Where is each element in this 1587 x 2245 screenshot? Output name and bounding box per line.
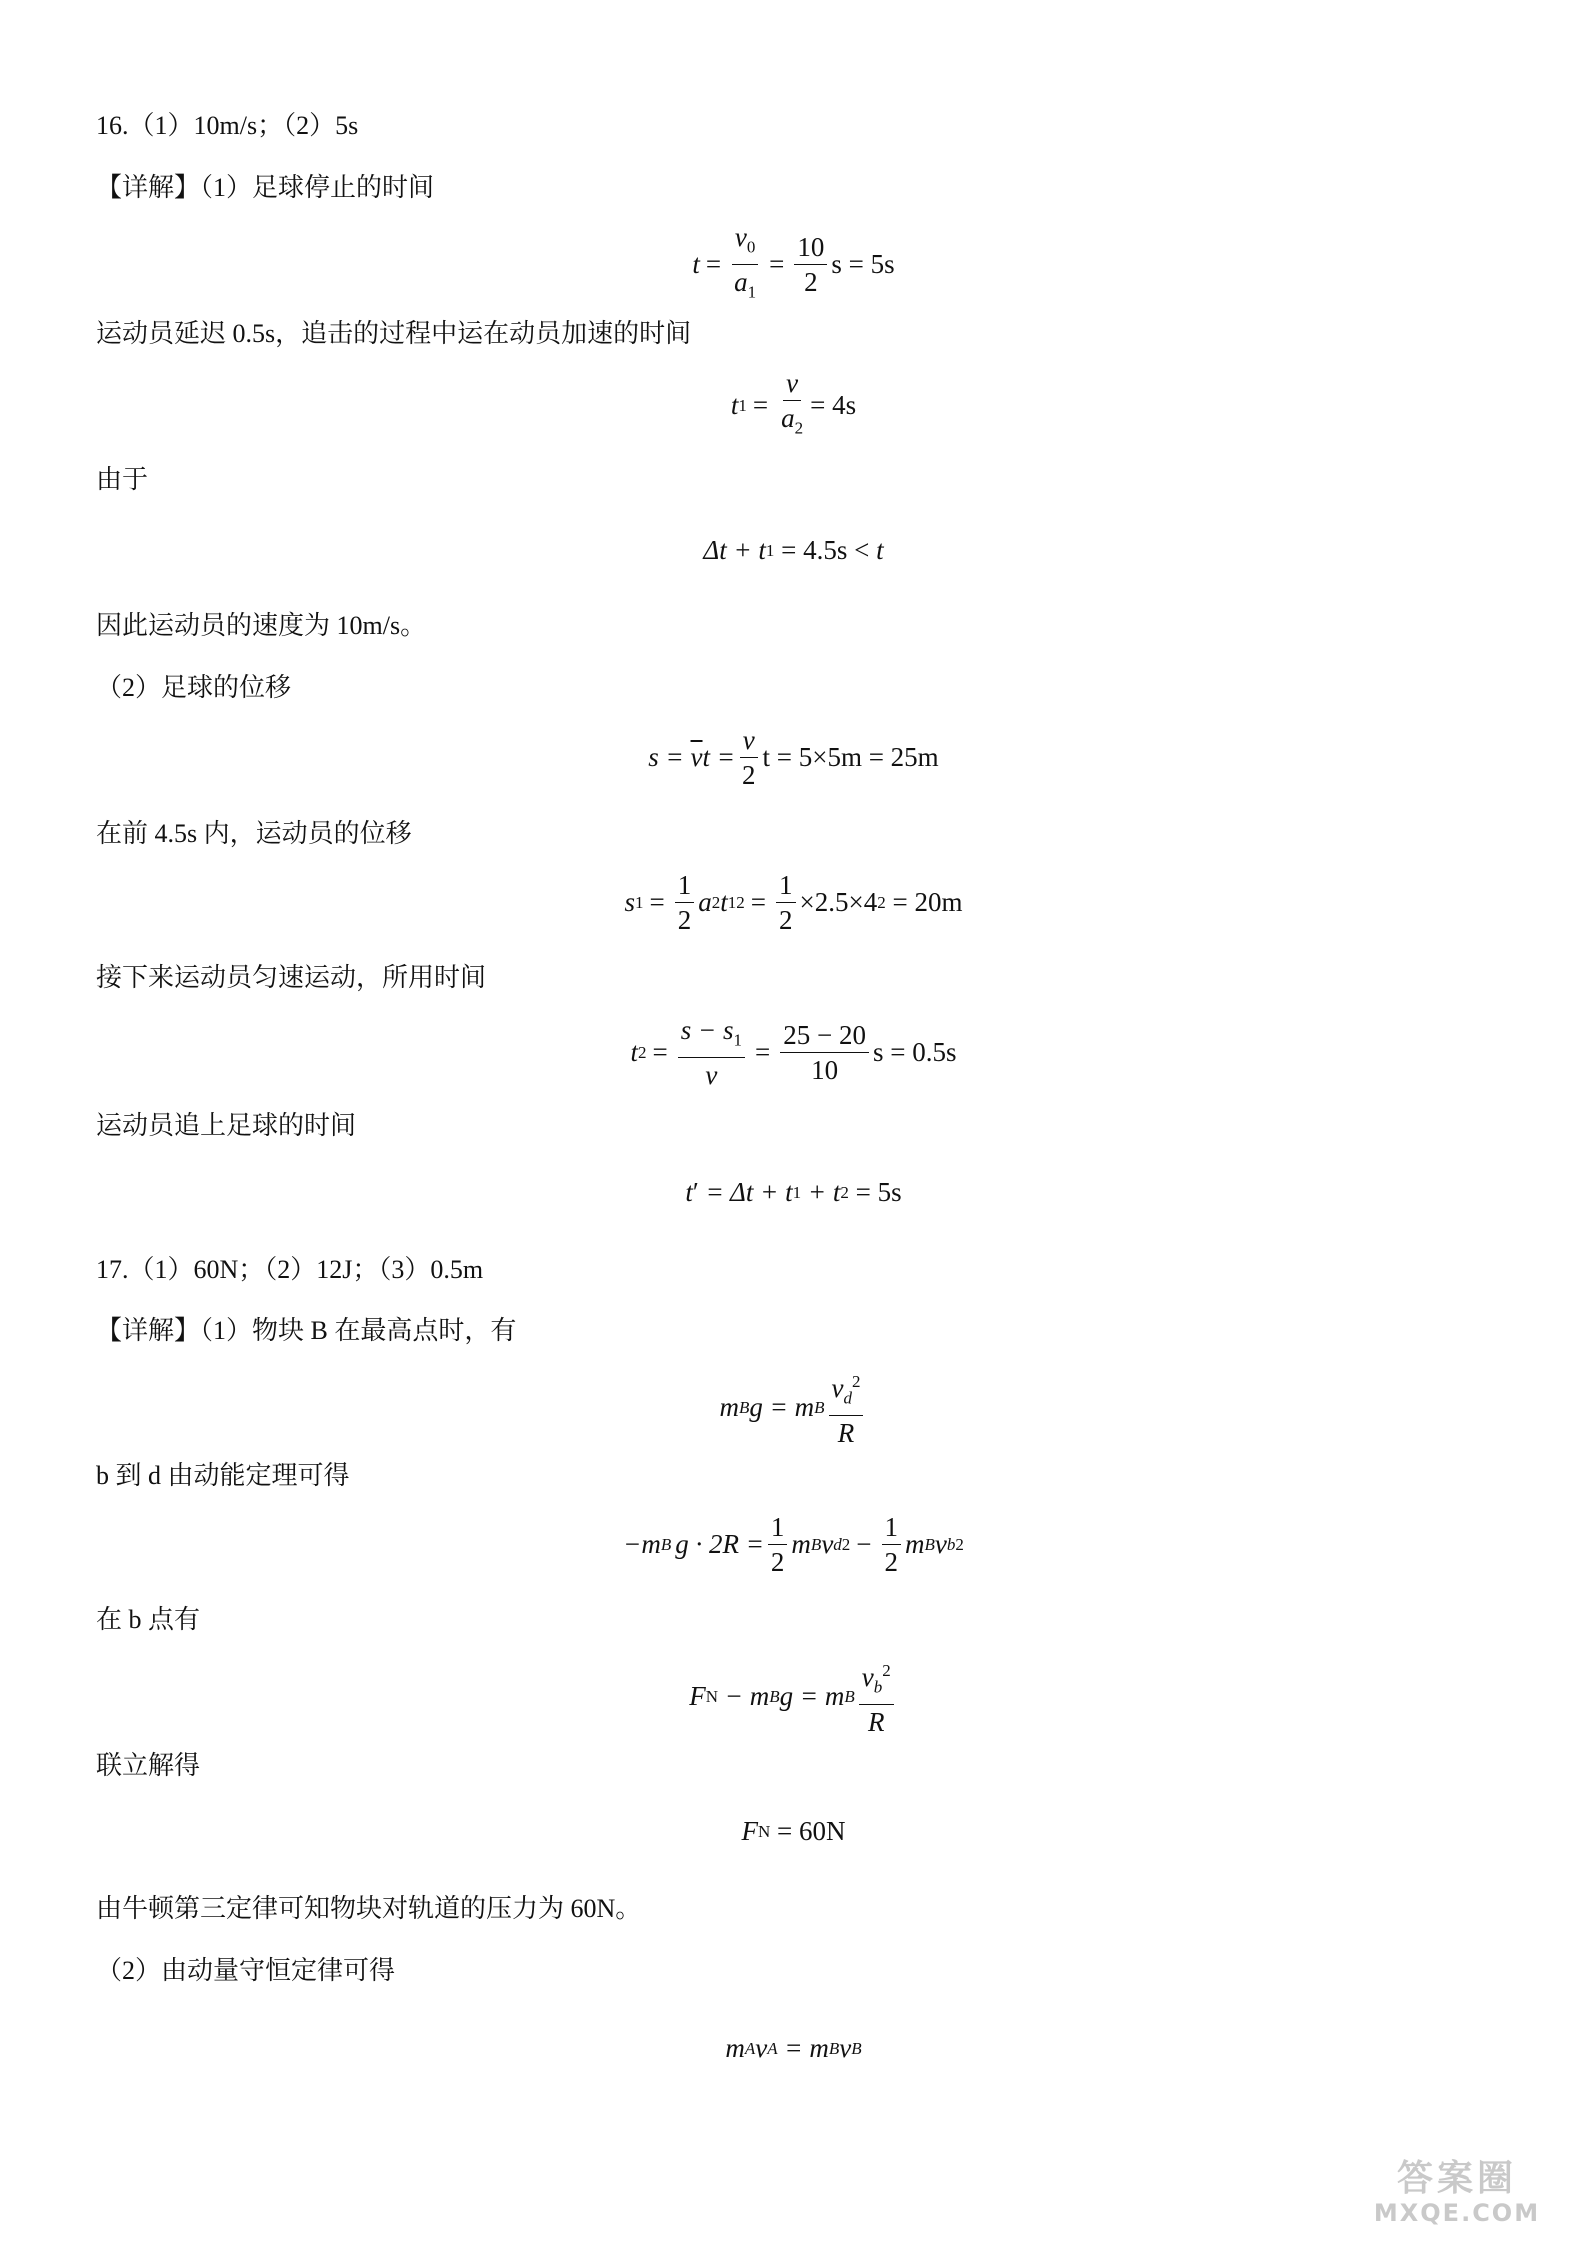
q16-text-5: （2）足球的位移 [96, 673, 292, 702]
watermark-logo [1357, 2159, 1557, 2231]
q16-detail-1: 【详解】（1）足球停止的时间 [96, 173, 435, 202]
q17-detail-1: 【详解】（1）物块 B 在最高点时，有 [96, 1316, 517, 1345]
q16-text-2: 运动员延迟 0.5s，追击的过程中运在动员加速的时间 [96, 319, 692, 348]
q17-equation-5: m A v A = m B v B [725, 2033, 862, 2063]
q17-text-2: b 到 d 由动能定理可得 [96, 1461, 350, 1490]
q17-equation-2: −m B g · 2R = $\frac{1}{2}$ m B v d 2 − $\frac{1}{2}$ m B v b 2 [623, 1512, 964, 1577]
q16-equation-6: t 2 = $\frac{s - s_1}{v}$ = $\frac{25 - 20}{10}$ s = 0.5s [630, 1015, 957, 1091]
q16-text-6: 在前 4.5s 内，运动员的位移 [96, 819, 412, 848]
watermark-bottom: MXQE.COM [1373, 2199, 1541, 2227]
q16-equation-2: t 1 = $\frac{v}{a_2}$ = 4s [730, 368, 857, 438]
q16-text-4: 因此运动员的速度为 10m/s。 [96, 611, 427, 640]
q17-answer: 17.（1）60N；（2）12J；（3）0.5m [96, 1255, 484, 1284]
q16-equation-4: s = $\overline{v}$ t = $\frac{v}{2}$ t = 5×5m = 25m [648, 725, 939, 790]
q16-text-3: 由于 [96, 465, 149, 494]
q16-equation-5: s 1 = $\frac{1}{2}$ a 2 t 1 2 = $\frac{1}{2}$ ×2.5×4 2 = 20m [624, 870, 963, 935]
q17-text-6: （2）由动量守恒定律可得 [96, 1956, 396, 1985]
q17-text-4: 联立解得 [96, 1751, 201, 1780]
q17-text-3: 在 b 点有 [96, 1605, 201, 1634]
q17-equation-1: m B g = m B $\frac{v_d^2}{R}$ [0, 1367, 1587, 1448]
q17-equation-3: F N − m B g = m B $\frac{v_b^2}{R}$ [0, 1656, 1587, 1737]
watermark-top: 答案圈 [1396, 2158, 1517, 2199]
q16-text-7: 接下来运动员匀速运动，所用时间 [96, 963, 487, 992]
q16-answer: 16.（1）10m/s；（2）5s [96, 111, 359, 140]
q16-equation-3: Δt + t 1 = 4.5s < t [703, 535, 884, 565]
q17-text-5: 由牛顿第三定律可知物块对轨道的压力为 60N。 [96, 1894, 642, 1923]
q16-equation-1: t = $\frac{v_0}{a_1}$ = $\frac{10}{2}$ s = 5s [692, 222, 895, 302]
q16-text-8: 运动员追上足球的时间 [96, 1111, 357, 1140]
q17-equation-4: F N = 60N [741, 1816, 846, 1846]
q16-equation-7: t ′ = Δt + t 1 + t 2 = 5s [685, 1177, 902, 1207]
